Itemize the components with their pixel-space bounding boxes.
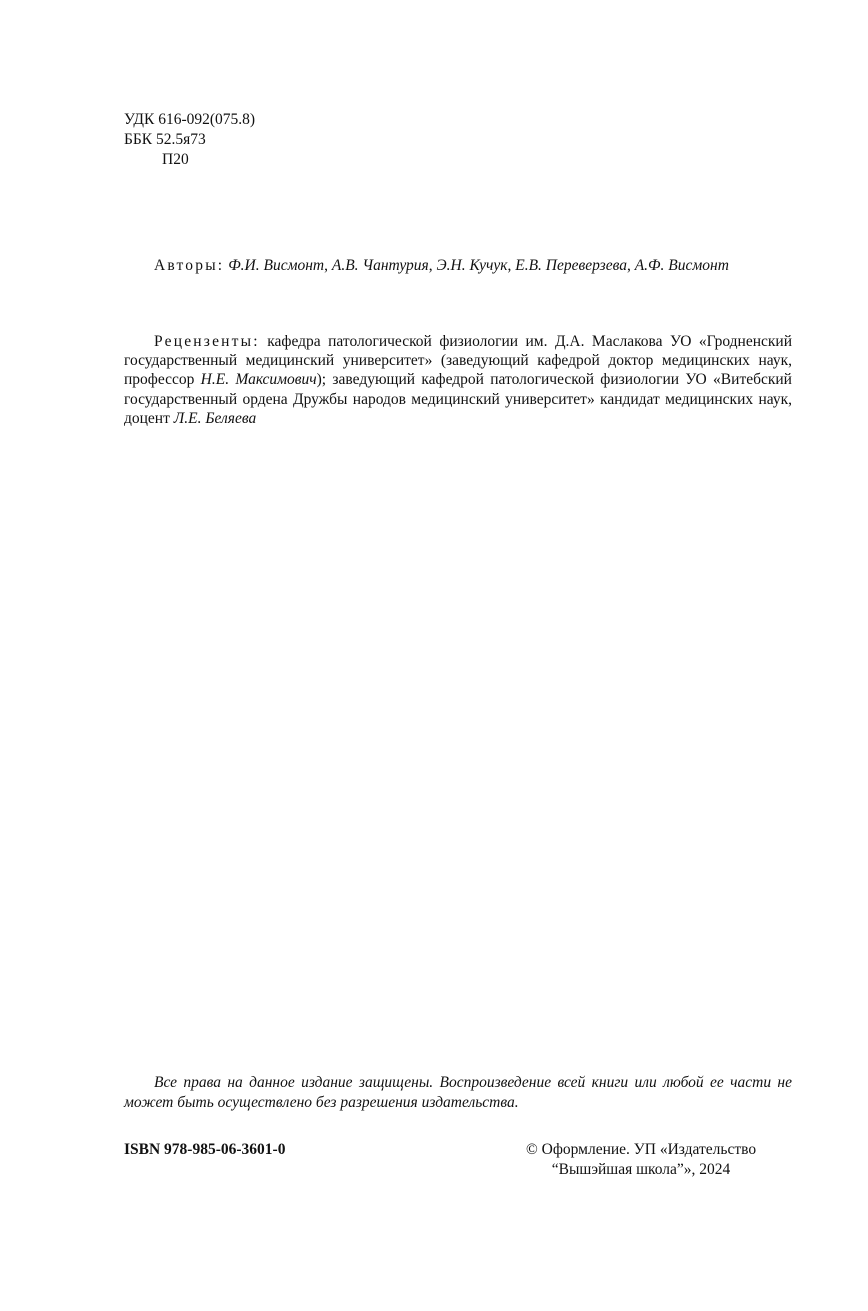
author-name: А.В. Чантурия [331, 257, 429, 274]
udk-code: УДК 616-092(075.8) [124, 111, 256, 128]
author-name: Ф.И. Висмонт [228, 257, 325, 274]
reviewer-name-2: Л.Е. Беляева [173, 409, 257, 427]
copyright-notice [526, 1140, 756, 1180]
authors-line [124, 256, 792, 276]
author-name: Е.В. Переверзева [515, 257, 627, 274]
reviewers-paragraph [124, 332, 792, 428]
reviewer-name-1: Н.Е. Максимович [200, 371, 317, 389]
author-name: А.Ф. Висмонт [634, 257, 729, 274]
classification-codes [124, 110, 255, 170]
isbn: ISBN 978-985-06-3601-0 [124, 1141, 286, 1158]
author-mark: П20 [162, 151, 189, 168]
author-separator: , [507, 257, 516, 274]
reviewers-text-1: кафедра патологической физиологии им. Д.А. Маслакова УО «Гродненский государственный медицинский университет» (заведующий кафедрой доктор медицинских наук, профессор [124, 333, 793, 389]
copyright-line-1: © Оформление. УП «Издательство [526, 1141, 757, 1158]
bbk-code: ББК 52.5я73 [124, 131, 206, 148]
rights-notice: Все права на данное издание защищены. Воспроизведение всей книги или любой ее части не может быть осуществлено без разрешения издательства. [124, 1074, 792, 1111]
author-name: Э.Н. Кучук [436, 257, 508, 274]
reviewers-label: Рецензенты: [154, 333, 260, 350]
author-separator: , [626, 257, 635, 274]
reviewers-text-2: ); заведующий кафедрой патологической физиологии УО «Витебский государственный ордена Дружбы народов медицинский университет» кандидат медицинских наук, доцент [124, 371, 792, 427]
copyright-line-2: “Вышэйшая школа”», 2024 [551, 1161, 731, 1178]
authors-label: Авторы: [154, 257, 225, 274]
author-separator: , [428, 257, 437, 274]
author-separator: , [324, 257, 332, 274]
